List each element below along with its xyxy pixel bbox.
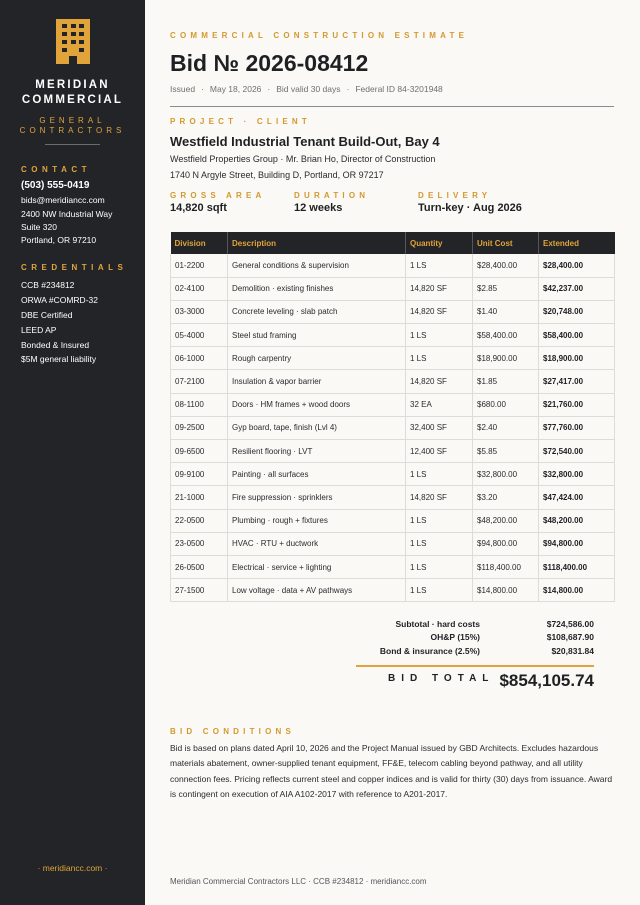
unit-cost-cell: $48,200.00 — [473, 509, 539, 532]
quantity-cell: 32,400 SF — [406, 416, 473, 439]
quantity-cell: 1 LS — [406, 579, 473, 602]
extended-cell: $77,760.00 — [539, 416, 615, 439]
extended-cell: $20,748.00 — [539, 300, 615, 323]
table-row — [171, 579, 615, 602]
table-row — [171, 509, 615, 532]
extended-cell: $28,400.00 — [539, 254, 615, 277]
bid-validity: Bid valid 30 days — [276, 84, 341, 94]
table-header-row — [171, 232, 615, 254]
column-header-extended: Extended — [539, 232, 615, 254]
column-header-quantity: Quantity — [406, 232, 473, 254]
credential-item: LEED AP — [21, 325, 57, 335]
extended-cell: $47,424.00 — [539, 486, 615, 509]
ohp-label: OH&P (15%) — [430, 632, 480, 642]
division-cell: 03-3000 — [171, 300, 228, 323]
description-cell: Insulation & vapor barrier — [228, 370, 406, 393]
bond-label: Bond & insurance (2.5%) — [379, 646, 480, 656]
table-row — [171, 300, 615, 323]
unit-cost-cell: $94,800.00 — [473, 532, 539, 555]
unit-cost-cell: $680.00 — [473, 393, 539, 416]
header-divider — [170, 106, 614, 107]
ohp-value: $108,687.90 — [546, 632, 594, 642]
brand-name-line1: MERIDIAN — [35, 79, 110, 91]
quantity-cell: 32 EA — [406, 393, 473, 416]
project-heading: PROJECT · CLIENT — [170, 117, 311, 126]
column-header-division: Division — [171, 232, 228, 254]
description-cell: Rough carpentry — [228, 347, 406, 370]
table-row — [171, 324, 615, 347]
extended-cell: $14,800.00 — [539, 579, 615, 602]
quantity-cell: 1 LS — [406, 509, 473, 532]
unit-cost-cell: $32,800.00 — [473, 463, 539, 486]
table-body — [171, 254, 615, 602]
extended-cell: $94,800.00 — [539, 532, 615, 555]
unit-cost-cell: $2.85 — [473, 277, 539, 300]
issued-date: May 18, 2026 — [209, 84, 262, 94]
line-items-table — [170, 232, 615, 602]
credential-item: Bonded & Insured — [21, 340, 90, 350]
website-link[interactable]: · meridiancc.com · — [37, 863, 108, 873]
quantity-cell: 14,820 SF — [406, 486, 473, 509]
table-row — [171, 555, 615, 578]
division-cell: 05-4000 — [171, 324, 228, 347]
extended-cell: $42,237.00 — [539, 277, 615, 300]
delivery-label: DELIVERY — [418, 191, 492, 200]
unit-cost-cell: $1.85 — [473, 370, 539, 393]
bid-total-label: BID TOTAL — [388, 673, 495, 684]
quantity-cell: 1 LS — [406, 324, 473, 347]
unit-cost-cell: $18,900.00 — [473, 347, 539, 370]
bid-meta: Issued · May 18, 2026 · Bid valid 30 days · Federal ID 84-3201948 — [170, 84, 443, 94]
extended-cell: $58,400.00 — [539, 324, 615, 347]
address-line3: Portland, OR 97210 — [21, 235, 97, 245]
subtotal-label: Subtotal · hard costs — [395, 619, 480, 629]
description-cell: Electrical · service + lighting — [228, 555, 406, 578]
quantity-cell: 12,400 SF — [406, 440, 473, 463]
description-cell: Steel stud framing — [228, 324, 406, 347]
description-cell: Fire suppression · sprinklers — [228, 486, 406, 509]
credentials-heading: CREDENTIALS — [21, 263, 128, 272]
duration-label: DURATION — [294, 191, 370, 200]
document-kicker: COMMERCIAL CONSTRUCTION ESTIMATE — [170, 31, 469, 40]
sidebar — [0, 0, 145, 905]
description-cell: Painting · all surfaces — [228, 463, 406, 486]
bid-title: Bid № 2026-08412 — [170, 50, 369, 76]
division-cell: 02-4100 — [171, 277, 228, 300]
table-row — [171, 370, 615, 393]
quantity-cell: 1 LS — [406, 347, 473, 370]
division-cell: 01-2200 — [171, 254, 228, 277]
address-line1: 2400 NW Industrial Way — [21, 209, 113, 219]
description-cell: Low voltage · data + AV pathways — [228, 579, 406, 602]
quantity-cell: 1 LS — [406, 555, 473, 578]
division-cell: 07-2100 — [171, 370, 228, 393]
unit-cost-cell: $5.85 — [473, 440, 539, 463]
description-cell: General conditions & supervision — [228, 254, 406, 277]
delivery-value: Turn-key · Aug 2026 — [418, 202, 522, 214]
building-icon — [56, 19, 90, 64]
division-cell: 09-2500 — [171, 416, 228, 439]
extended-cell: $27,417.00 — [539, 370, 615, 393]
table-row — [171, 440, 615, 463]
division-cell: 09-9100 — [171, 463, 228, 486]
contact-email[interactable]: bids@meridiancc.com — [21, 195, 105, 205]
brand-name-line2: COMMERCIAL — [21, 94, 124, 106]
division-cell: 22-0500 — [171, 509, 228, 532]
table-row — [171, 463, 615, 486]
description-cell: Resilient flooring · LVT — [228, 440, 406, 463]
page-footer: Meridian Commercial Contractors LLC · CCB #234812 · meridiancc.com — [170, 877, 427, 886]
duration-value: 12 weeks — [294, 202, 343, 214]
address-line2: Suite 320 — [21, 222, 57, 232]
description-cell: Demolition · existing finishes — [228, 277, 406, 300]
description-cell: HVAC · RTU + ductwork — [228, 532, 406, 555]
description-cell: Doors · HM frames + wood doors — [228, 393, 406, 416]
federal-id: Federal ID 84-3201948 — [355, 84, 443, 94]
description-cell: Gyp board, tape, finish (Lvl 4) — [228, 416, 406, 439]
issued-label: Issued — [170, 84, 196, 94]
table-row — [171, 277, 615, 300]
conditions-text: Bid is based on plans dated April 10, 2026 and the Project Manual issued by GBD Architects. Excludes hazardous materials abatement, owner-supplied tenant equipment, FF&E, telecom cabling beyond pathway, and all utility connection fees. Pricing reflects current steel and copper indices and is valid for thirty (30) days from issuance. Award is contingent on execution of AIA A102-2017 with reference to A201-2017. — [170, 743, 613, 799]
unit-cost-cell: $2.40 — [473, 416, 539, 439]
project-address: 1740 N Argyle Street, Building D, Portland, OR 97217 — [170, 170, 384, 180]
credential-item: CCB #234812 — [21, 280, 75, 290]
extended-cell: $21,760.00 — [539, 393, 615, 416]
bond-value: $20,831.84 — [551, 646, 594, 656]
unit-cost-cell: $28,400.00 — [473, 254, 539, 277]
project-name: Westfield Industrial Tenant Build-Out, Bay 4 — [170, 134, 440, 149]
tagline-line1: GENERAL — [39, 116, 106, 125]
subtotal-value: $724,586.00 — [546, 619, 594, 629]
sidebar-divider — [45, 144, 100, 145]
quantity-cell: 14,820 SF — [406, 300, 473, 323]
extended-cell: $72,540.00 — [539, 440, 615, 463]
contact-phone[interactable]: (503) 555-0419 — [21, 180, 90, 191]
unit-cost-cell: $14,800.00 — [473, 579, 539, 602]
table-row — [171, 486, 615, 509]
unit-cost-cell: $1.40 — [473, 300, 539, 323]
unit-cost-cell: $118,400.00 — [473, 555, 539, 578]
quantity-cell: 1 LS — [406, 532, 473, 555]
credential-item: ORWA #COMRD-32 — [21, 295, 98, 305]
division-cell: 06-1000 — [171, 347, 228, 370]
description-cell: Plumbing · rough + fixtures — [228, 509, 406, 532]
table-row — [171, 532, 615, 555]
quantity-cell: 14,820 SF — [406, 277, 473, 300]
client-line: Westfield Properties Group · Mr. Brian Ho, Director of Construction — [170, 154, 436, 164]
credential-item: $5M general liability — [21, 354, 97, 364]
unit-cost-cell: $58,400.00 — [473, 324, 539, 347]
extended-cell: $32,800.00 — [539, 463, 615, 486]
quantity-cell: 1 LS — [406, 463, 473, 486]
extended-cell: $18,900.00 — [539, 347, 615, 370]
conditions-heading: BID CONDITIONS — [170, 727, 296, 736]
contact-heading: CONTACT — [21, 165, 92, 174]
description-cell: Concrete leveling · slab patch — [228, 300, 406, 323]
bid-total-value: $854,105.74 — [499, 671, 594, 690]
gross-area-label: GROSS AREA — [170, 191, 266, 200]
table-row — [171, 416, 615, 439]
division-cell: 23-0500 — [171, 532, 228, 555]
division-cell: 21-1000 — [171, 486, 228, 509]
table-row — [171, 254, 615, 277]
extended-cell: $48,200.00 — [539, 509, 615, 532]
credential-item: DBE Certified — [21, 310, 73, 320]
extended-cell: $118,400.00 — [539, 555, 615, 578]
division-cell: 26-0500 — [171, 555, 228, 578]
column-header-unit-cost: Unit Cost — [473, 232, 539, 254]
division-cell: 09-6500 — [171, 440, 228, 463]
table-row — [171, 393, 615, 416]
quantity-cell: 14,820 SF — [406, 370, 473, 393]
division-cell: 27-1500 — [171, 579, 228, 602]
column-header-description: Description — [228, 232, 406, 254]
tagline-line2: CONTRACTORS — [19, 126, 126, 135]
quantity-cell: 1 LS — [406, 254, 473, 277]
table-row — [171, 347, 615, 370]
unit-cost-cell: $3.20 — [473, 486, 539, 509]
division-cell: 08-1100 — [171, 393, 228, 416]
total-divider — [356, 665, 594, 667]
gross-area-value: 14,820 sqft — [170, 202, 227, 214]
